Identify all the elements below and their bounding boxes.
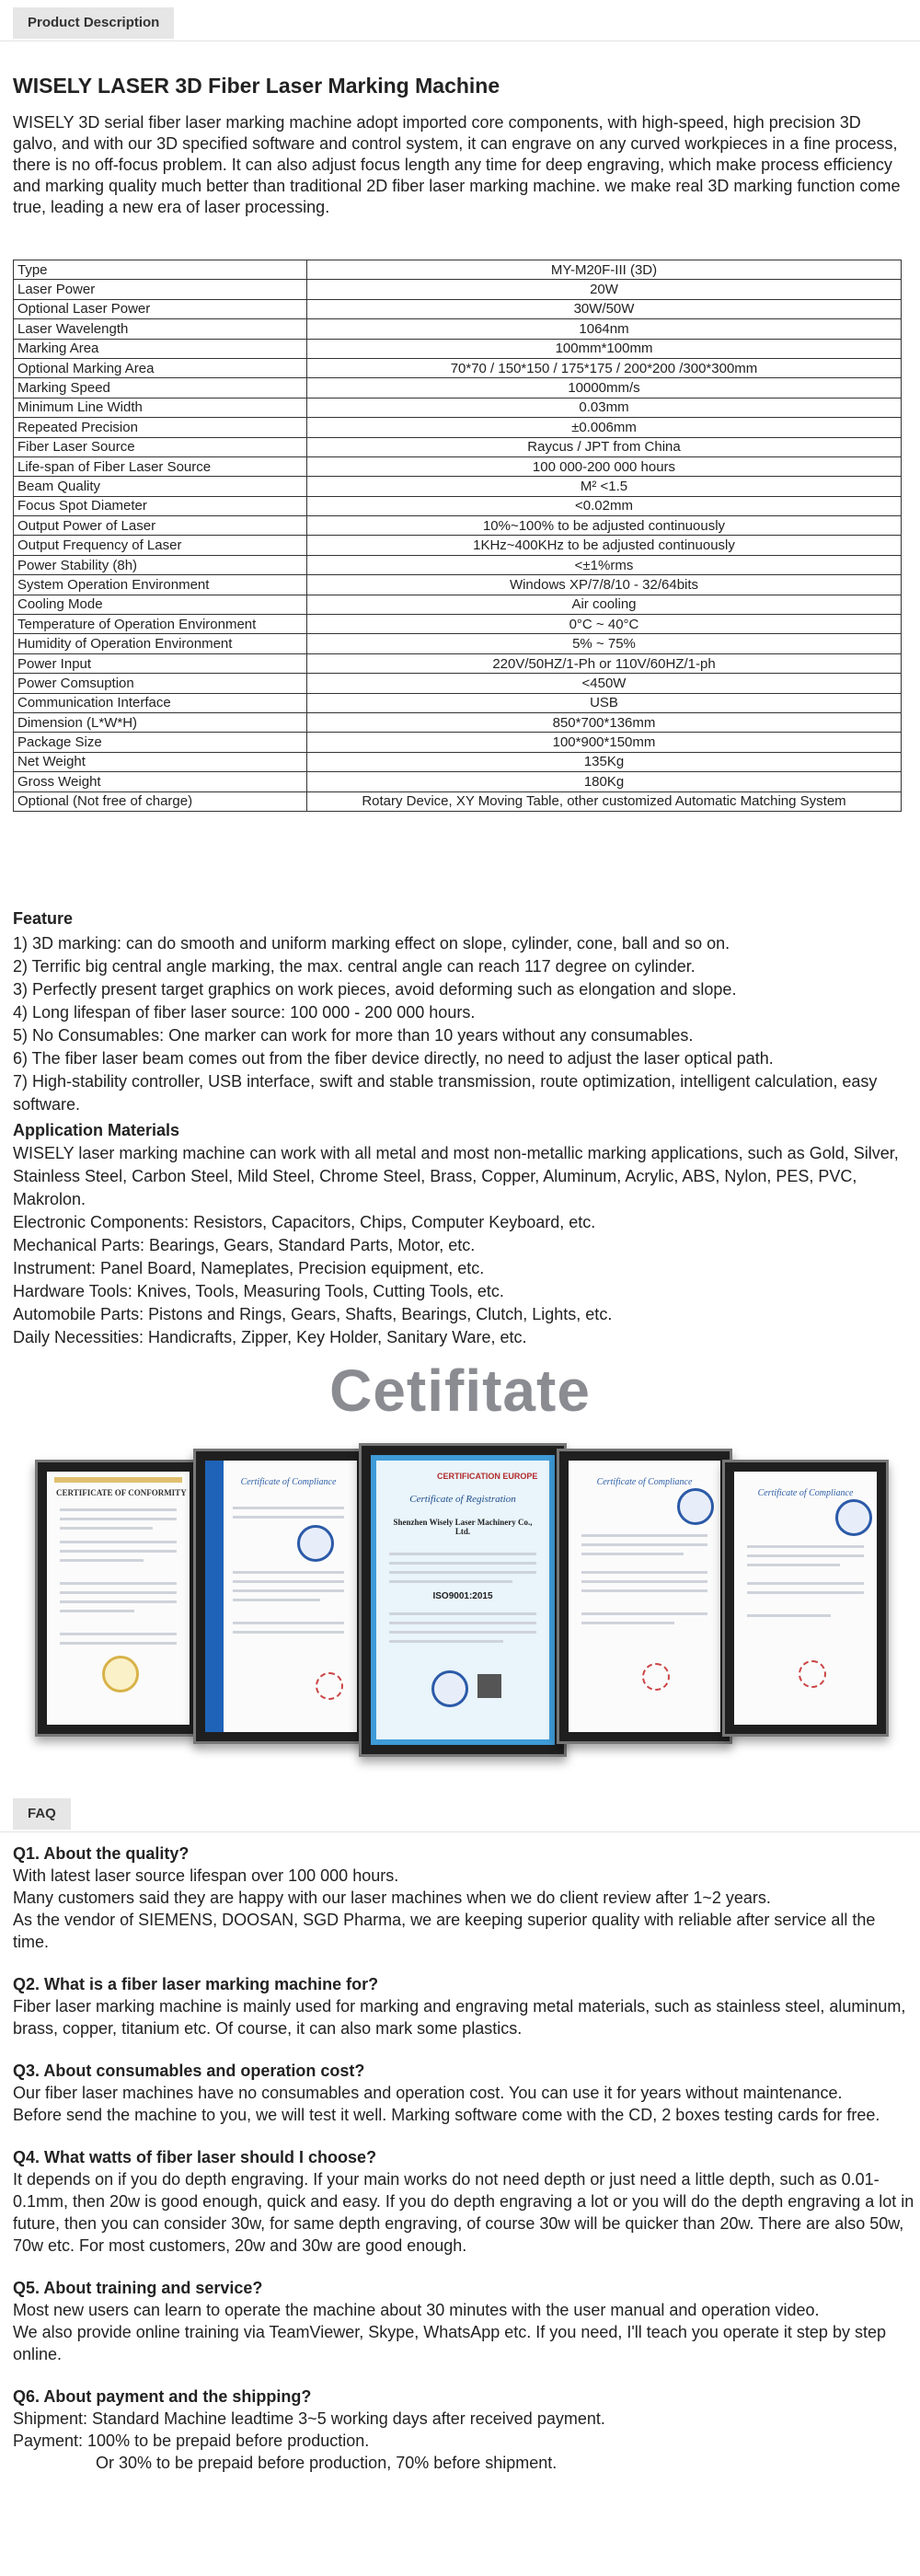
faq-question: Q3. About consumables and operation cost?: [13, 2062, 365, 2080]
spec-value: Air cooling: [307, 595, 902, 614]
faq-item: [13, 2146, 914, 2257]
page-title: WISELY LASER 3D Fiber Laser Marking Machine: [13, 74, 500, 98]
feature-list: [13, 932, 907, 1116]
spec-table: [13, 260, 902, 812]
intro-paragraph: WISELY 3D serial fiber laser marking machine adopt imported core components, with high-speed, high precision 3D galvo, and with our 3D specified software and control system, it can engrave on any curved workpieces in a fine process, there is no off-focus problem. It can also adjust focus length any time for deep engraving, which make process efficiency and marking quality much better than traditional 2D fiber laser marking machine. we make real 3D marking function come true, leading a new era of laser processing.: [13, 113, 901, 216]
spec-value: 100 000-200 000 hours: [307, 456, 902, 476]
spec-value: 10000mm/s: [307, 378, 902, 398]
seal-icon: [431, 1670, 468, 1707]
spec-label: Optional (Not free of charge): [14, 791, 307, 811]
table-row: [14, 516, 902, 536]
spec-value: 30W/50W: [307, 299, 902, 318]
spec-value: Windows XP/7/8/10 - 32/64bits: [307, 575, 902, 595]
spec-value: 70*70 / 150*150 / 175*175 / 200*200 /300*300mm: [307, 358, 902, 377]
certificate-heading: Certificate of Compliance: [596, 1477, 693, 1487]
spec-value: 100*900*150mm: [307, 733, 902, 752]
table-row: [14, 339, 902, 358]
feature-item: 1) 3D marking: can do smooth and uniform marking effect on slope, cylinder, cone, ball and so on.: [13, 934, 730, 953]
spec-label: Optional Marking Area: [14, 358, 307, 377]
spec-label: Life-span of Fiber Laser Source: [14, 456, 307, 476]
certificate-frame-3: [359, 1443, 567, 1757]
spec-value: 850*700*136mm: [307, 712, 902, 732]
table-row: [14, 733, 902, 752]
seal-icon: [297, 1525, 334, 1562]
spec-label: Marking Area: [14, 339, 307, 358]
spec-label: Focus Spot Diameter: [14, 496, 307, 515]
application-item: Hardware Tools: Knives, Tools, Measuring Tools, Cutting Tools, etc.: [13, 1282, 504, 1300]
spec-label: Communication Interface: [14, 693, 307, 712]
application-item: Instrument: Panel Board, Nameplates, Precision equipment, etc.: [13, 1259, 485, 1277]
spec-label: Repeated Precision: [14, 418, 307, 437]
product-description-header: [0, 0, 920, 41]
faq-answer: Before send the machine to you, we will test it well. Marking software come with the CD, 2 boxes testing cards for free.: [13, 2106, 880, 2124]
stamp-icon: [642, 1663, 670, 1691]
faq-answer: We also provide online training via TeamViewer, Skype, WhatsApp etc. If you need, I'll teach you operate it step by step online.: [13, 2323, 886, 2363]
spec-value: 5% ~ 75%: [307, 634, 902, 653]
spec-value: ±0.006mm: [307, 418, 902, 437]
seal-icon: [102, 1656, 139, 1692]
feature-item: 4) Long lifespan of fiber laser source: 100 000 - 200 000 hours.: [13, 1003, 476, 1022]
faq-question: Q1. About the quality?: [13, 1844, 190, 1863]
table-row: [14, 693, 902, 712]
spec-value: 20W: [307, 280, 902, 299]
table-row: [14, 674, 902, 693]
spec-value: 10%~100% to be adjusted continuously: [307, 516, 902, 536]
application-item: Daily Necessities: Handicrafts, Zipper, Key Holder, Sanitary Ware, etc.: [13, 1328, 527, 1346]
table-row: [14, 752, 902, 771]
feature-item: 3) Perfectly present target graphics on work pieces, avoid deforming such as elongation and slope.: [13, 980, 737, 999]
table-row: [14, 358, 902, 377]
spec-label: System Operation Environment: [14, 575, 307, 595]
application-heading: Application Materials: [13, 1121, 180, 1139]
table-row: [14, 260, 902, 280]
stamp-icon: [799, 1660, 826, 1688]
certificate-frame-2: [193, 1449, 369, 1744]
spec-label: Optional Laser Power: [14, 299, 307, 318]
faq-item: [13, 1973, 914, 2039]
spec-label: Humidity of Operation Environment: [14, 634, 307, 653]
certificate-frame-1: [35, 1460, 201, 1737]
spec-label: Output Power of Laser: [14, 516, 307, 536]
spec-value: Rotary Device, XY Moving Table, other customized Automatic Matching System: [307, 791, 902, 811]
spec-value: <450W: [307, 674, 902, 693]
spec-label: Cooling Mode: [14, 595, 307, 614]
certificate-frame-5: [722, 1460, 889, 1737]
spec-label: Output Frequency of Laser: [14, 536, 307, 555]
table-row: [14, 575, 902, 595]
spec-label: Type: [14, 260, 307, 280]
table-row: [14, 595, 902, 614]
spec-label: Dimension (L*W*H): [14, 712, 307, 732]
spec-label: Marking Speed: [14, 378, 307, 398]
faq-header: [0, 1791, 920, 1832]
spec-value: 135Kg: [307, 752, 902, 771]
faq-tab[interactable]: FAQ: [13, 1798, 71, 1830]
faq-answer: Payment: 100% to be prepaid before production.: [13, 2432, 370, 2450]
application-item: Automobile Parts: Pistons and Rings, Gears, Shafts, Bearings, Clutch, Lights, etc.: [13, 1305, 613, 1323]
spec-value: 0.03mm: [307, 398, 902, 417]
certificate-heading: Certificate of Registration: [409, 1494, 516, 1505]
feature-item: 6) The fiber laser beam comes out from the fiber device directly, no need to adjust the laser optical path.: [13, 1049, 774, 1068]
spec-value: 100mm*100mm: [307, 339, 902, 358]
seal-icon: [677, 1488, 714, 1525]
faq-item: [13, 1842, 914, 1953]
certificate-standard: ISO9001:2015: [432, 1591, 493, 1601]
table-row: [14, 398, 902, 417]
spec-label: Power Comsuption: [14, 674, 307, 693]
certificate-heading: Certificate of Compliance: [757, 1488, 854, 1498]
faq-item: [13, 2277, 914, 2365]
spec-value: 0°C ~ 40°C: [307, 615, 902, 634]
faq-list: [13, 1842, 914, 2494]
faq-question: Q6. About payment and the shipping?: [13, 2387, 312, 2406]
application-item: Electronic Components: Resistors, Capacitors, Chips, Computer Keyboard, etc.: [13, 1213, 596, 1231]
spec-value: 220V/50HZ/1-Ph or 110V/60HZ/1-ph: [307, 653, 902, 673]
table-row: [14, 456, 902, 476]
faq-answer: As the vendor of SIEMENS, DOOSAN, SGD Pharma, we are keeping superior quality with reliable after service all the time.: [13, 1911, 876, 1951]
spec-value: 1KHz~400KHz to be adjusted continuously: [307, 536, 902, 555]
application-item: Mechanical Parts: Bearings, Gears, Standard Parts, Motor, etc.: [13, 1236, 476, 1254]
certificate-title: Cetifitate: [329, 1357, 591, 1424]
certificate-heading: Certificate of Compliance: [240, 1477, 337, 1487]
spec-value: <0.02mm: [307, 496, 902, 515]
spec-value: 1064nm: [307, 319, 902, 339]
table-row: [14, 496, 902, 515]
product-description-tab[interactable]: Product Description: [13, 7, 174, 39]
spec-label: Gross Weight: [14, 772, 307, 791]
table-row: [14, 555, 902, 574]
faq-answer: With latest laser source lifespan over 100 000 hours.: [13, 1866, 399, 1885]
application-item: WISELY laser marking machine can work with all metal and most non-metallic marking applications, such as Gold, Silver, Stainless Steel, Carbon Steel, Mild Steel, Chrome Steel, Brass, Copper, Aluminum, Acrylic, ABS, Nylon, PES, PVC, Makrolon.: [13, 1144, 899, 1208]
feature-item: 2) Terrific big central angle marking, the max. central angle can reach 117 degree on cylinder.: [13, 957, 696, 976]
spec-label: Laser Wavelength: [14, 319, 307, 339]
feature-heading: Feature: [13, 909, 74, 928]
table-row: [14, 280, 902, 299]
spec-label: Laser Power: [14, 280, 307, 299]
faq-item: [13, 2060, 914, 2126]
seal-icon: [835, 1499, 872, 1536]
table-row: [14, 299, 902, 318]
faq-answer: Shipment: Standard Machine leadtime 3~5 working days after received payment.: [13, 2409, 605, 2428]
certificate-heading: CERTIFICATE OF CONFORMITY: [56, 1488, 187, 1497]
faq-answer: Or 30% to be prepaid before production, 70% before shipment.: [96, 2454, 558, 2472]
feature-item: 5) No Consumables: One marker can work for more than 10 years without any consumables.: [13, 1026, 694, 1045]
table-row: [14, 615, 902, 634]
table-row: [14, 437, 902, 456]
feature-item: 7) High-stability controller, USB interface, swift and stable transmission, route optimization, intelligent calculation, easy software.: [13, 1072, 878, 1114]
faq-answer: Our fiber laser machines have no consumables and operation cost. You can use it for years without maintenance.: [13, 2084, 843, 2102]
spec-label: Temperature of Operation Environment: [14, 615, 307, 634]
spec-value: <±1%rms: [307, 555, 902, 574]
spec-label: Package Size: [14, 733, 307, 752]
faq-question: Q2. What is a fiber laser marking machine for?: [13, 1975, 379, 1993]
spec-label: Net Weight: [14, 752, 307, 771]
stamp-icon: [316, 1672, 343, 1700]
faq-answer: Fiber laser marking machine is mainly used for marking and engraving metal materials, such as stainless steel, aluminum, brass, copper, titanium etc. Of course, it can also mark some plastics.: [13, 1997, 906, 2038]
spec-label: Beam Quality: [14, 477, 307, 496]
spec-label: Minimum Line Width: [14, 398, 307, 417]
spec-value: M² <1.5: [307, 477, 902, 496]
spec-label: Power Stability (8h): [14, 555, 307, 574]
spec-value: USB: [307, 693, 902, 712]
certification-body-logo: CERTIFICATION EUROPE: [437, 1472, 538, 1481]
table-row: [14, 418, 902, 437]
spec-value: Raycus / JPT from China: [307, 437, 902, 456]
faq-question: Q4. What watts of fiber laser should I choose?: [13, 2148, 377, 2166]
faq-item: [13, 2385, 914, 2474]
application-list: [13, 1142, 907, 1349]
table-row: [14, 477, 902, 496]
spec-value: MY-M20F-III (3D): [307, 260, 902, 280]
table-row: [14, 634, 902, 653]
faq-answer: Many customers said they are happy with our laser machines when we do client review after 1~2 years.: [13, 1889, 771, 1907]
certificate-frame-4: [557, 1449, 732, 1744]
table-row: [14, 791, 902, 811]
faq-answer: It depends on if you do depth engraving. If your main works do not need depth or just need a little depth, such as 0.01-0.1mm, then 20w is good enough, quick and easy. If you do depth engraving a lot or you will do the depth engraving a lot in future, then you can consider 30w, for same depth engraving, of course 30w will be quicker than 20w. There are also 50w, 70w etc. For most customers, 20w and 30w are good enough.: [13, 2170, 914, 2255]
spec-label: Fiber Laser Source: [14, 437, 307, 456]
faq-question: Q5. About training and service?: [13, 2279, 263, 2297]
table-row: [14, 653, 902, 673]
spec-value: 180Kg: [307, 772, 902, 791]
qr-code-icon: [477, 1674, 501, 1698]
faq-answer: Most new users can learn to operate the machine about 30 minutes with the user manual and operation video.: [13, 2301, 820, 2319]
certificate-company: Shenzhen Wisely Laser Machinery Co., Ltd.: [393, 1518, 533, 1536]
table-row: [14, 536, 902, 555]
table-row: [14, 712, 902, 732]
spec-label: Power Input: [14, 653, 307, 673]
table-row: [14, 378, 902, 398]
certificate-gallery: [0, 1443, 920, 1756]
table-row: [14, 319, 902, 339]
table-row: [14, 772, 902, 791]
